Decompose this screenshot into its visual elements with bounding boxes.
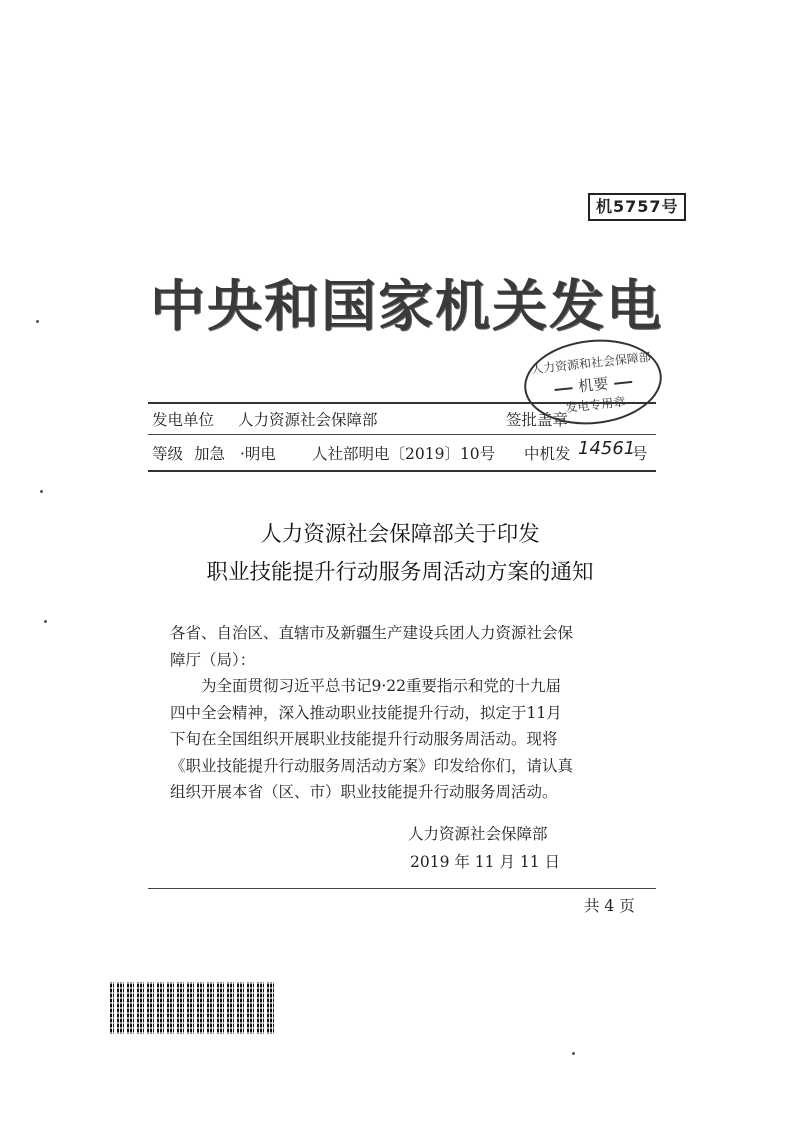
- scan-speck: [40, 490, 43, 493]
- seal-line-3: 发电专用章: [564, 394, 626, 415]
- scan-speck: [572, 1052, 575, 1055]
- body-line-3: 下旬在全国组织开展职业技能提升行动服务周活动。现将: [170, 730, 558, 748]
- seal-line-2: 机要: [526, 367, 661, 402]
- meta-divider: [148, 434, 656, 435]
- salutation-line-1: 各省、自治区、直辖市及新疆生产建设兵团人力资源社会保: [170, 624, 574, 642]
- document-title-line-2: 职业技能提升行动服务周活动方案的通知: [206, 560, 594, 585]
- header-bottom-divider: [148, 470, 656, 472]
- document-number: 人社部明电〔2019〕10号: [312, 445, 496, 463]
- clarity-value: ·明电: [240, 445, 276, 463]
- official-seal: [520, 333, 666, 431]
- salutation-line-2: 障厅（局）：: [170, 650, 256, 669]
- body-line-4: 《职业技能提升行动服务周活动方案》印发给你们，请认真: [170, 756, 574, 775]
- document-title-line-1: 人力资源社会保障部关于印发: [260, 522, 540, 547]
- document-body: [170, 620, 640, 806]
- priority-label: 等级: [152, 445, 184, 463]
- signer-label: 签批盖章: [506, 411, 569, 429]
- body-line-1: 为全面贯彻习近平总书记9·22重要指示和党的十九届: [201, 677, 562, 695]
- sender-name: 人力资源社会保障部: [238, 411, 378, 429]
- scan-speck: [44, 620, 47, 623]
- central-number-suffix: 号: [632, 445, 648, 463]
- central-number-label: 中机发: [524, 445, 571, 463]
- sender-label: 发电单位: [152, 411, 215, 429]
- body-line-2: 四中全会精神，深入推动职业技能提升行动，拟定于11月: [170, 703, 562, 722]
- central-number-value: 14561: [578, 438, 636, 459]
- document-barcode: [110, 982, 274, 1034]
- masthead-title: 中央和国家机关发电: [150, 273, 664, 338]
- body-line-5: 组织开展本省（区、市）职业技能提升行动服务周活动。: [170, 783, 558, 801]
- priority-value: 加急: [194, 445, 226, 463]
- serial-number-box: 机5757号: [588, 193, 686, 221]
- footer-divider: [148, 888, 656, 889]
- page-count: 共 4 页: [584, 897, 635, 915]
- signature-unit: 人力资源社会保障部: [408, 825, 548, 843]
- seal-line-1: 人力资源和社会保障部: [530, 349, 652, 377]
- signature-date: 2019 年 11 月 11 日: [410, 853, 561, 871]
- scan-speck: [36, 320, 39, 323]
